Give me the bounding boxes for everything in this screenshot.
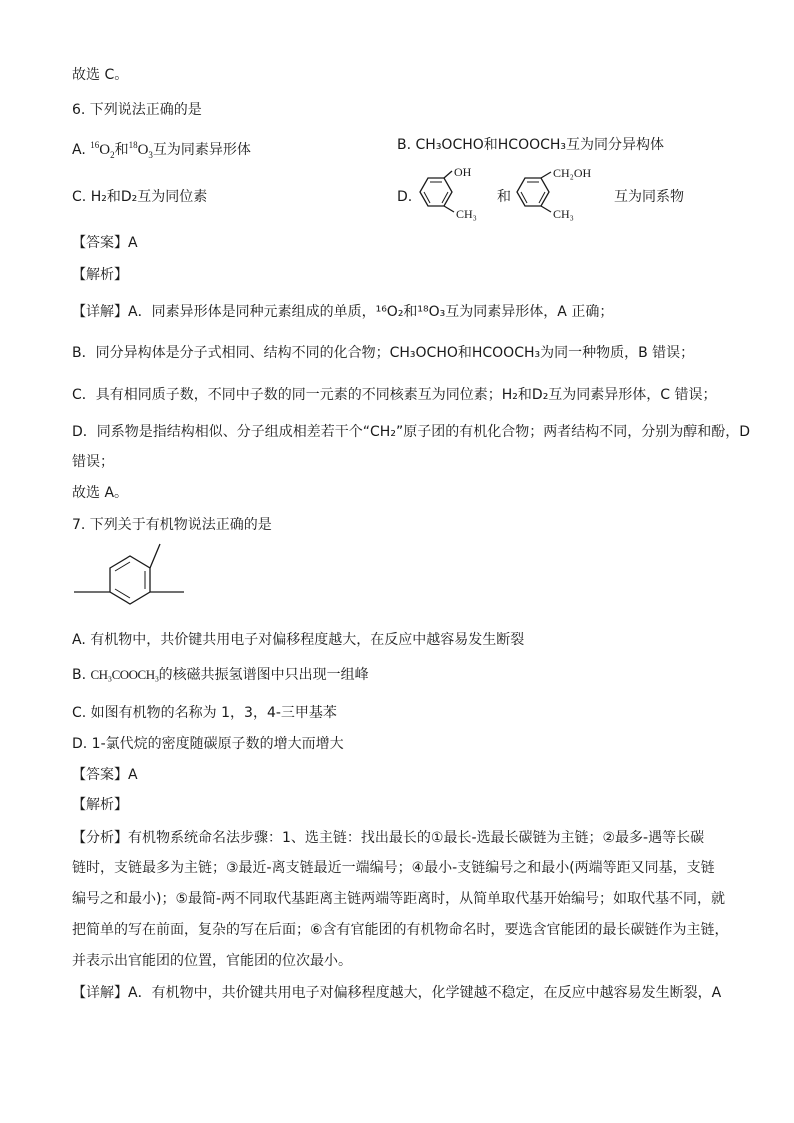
q7-fenxi-line4: 把简单的写在前面，复杂的写在后面；⑥含有官能团的有机物命名时，要选含官能团的最长碳链作为主链， (72, 922, 729, 938)
q6-option-b: B. CH₃OCHO和HCOOCH₃互为同分异构体 (397, 137, 665, 153)
trimethylbenzene-structure (72, 540, 192, 620)
q6-analysis-label: 【解析】 (72, 267, 128, 283)
q7-detail-a: 【详解】A．有机物中，共价键共用电子对偏移程度越大，化学键越不稳定，在反应中越容易发生断裂，A (72, 985, 722, 1001)
q7-option-a: A. 有机物中，共价键共用电子对偏移程度越大，在反应中越容易发生断裂 (72, 632, 525, 648)
q6-detail-a: 【详解】A．同素异形体是同种元素组成的单质，¹⁶O₂和¹⁸O₃互为同素异形体，A 正确； (72, 304, 614, 320)
q6-option-a: A. $^{16}O_2$和$^{18}O_3$互为同素异形体 (72, 140, 251, 160)
q6-option-d-letter: D. (397, 189, 413, 205)
intro-line: 故选 C。 (72, 67, 129, 83)
q7-fenxi-line1: 【分析】有机物系统命名法步骤：1、选主链：找出最长的①最长-选最长碳链为主链；②最多-遇等长碳 (72, 830, 705, 846)
q6-detail-c: C．具有相同质子数，不同中子数的同一元素的不同核素互为同位素；H₂和D₂互为同素异形体，C 错误； (72, 387, 717, 403)
q6-stem: 6. 下列说法正确的是 (72, 102, 202, 118)
q7-option-b: B. CH₃COOCH₃的核磁共振氢谱图中只出现一组峰 (72, 667, 369, 683)
q7-stem: 7. 下列关于有机物说法正确的是 (72, 517, 272, 533)
q7-option-d: D. 1-氯代烷的密度随碳原子数的增大而增大 (72, 736, 344, 752)
q6-option-d-and: 和 (497, 189, 511, 205)
q6-detail-d-line1: D．同系物是指结构相似、分子组成相差若干个“CH₂”原子团的有机化合物；两者结构不同，分别为醇和酚，D (72, 424, 750, 440)
ch2oh-label: CH₂OH (553, 166, 592, 180)
q7-answer: 【答案】A (72, 767, 138, 783)
q6-option-c: C. H₂和D₂互为同位素 (72, 189, 208, 205)
ch3-label: CH₃ (456, 207, 477, 221)
q6-detail-d-line2: 错误； (72, 454, 114, 470)
ch3-label-2: CH₃ (553, 207, 574, 221)
o-cresol-structure (410, 165, 500, 224)
q7-analysis-label: 【解析】 (72, 797, 128, 813)
q6-answer: 【答案】A (72, 235, 138, 251)
q6-detail-b: B．同分异构体是分子式相同、结构不同的化合物；CH₃OCHO和HCOOCH₃为同一种物质，B 错误； (72, 345, 695, 361)
q6-option-d-tail: 互为同系物 (614, 189, 684, 205)
q7-fenxi-line5: 并表示出官能团的位置，官能团的位次最小。 (72, 953, 352, 969)
oh-label: OH (454, 165, 472, 179)
methylbenzyl-alcohol-structure (507, 168, 617, 224)
q7-option-c: C. 如图有机物的名称为 1，3，4-三甲基苯 (72, 705, 337, 721)
q6-conclusion: 故选 A。 (72, 485, 129, 501)
q7-fenxi-line2: 链时，支链最多为主链；③最近-离支链最近一端编号；④最小-支链编号之和最小(两端等距又同基，支链 (72, 860, 715, 876)
q7-fenxi-line3: 编号之和最小)；⑤最简-两不同取代基距离主链两端等距离时，从简单取代基开始编号；如取代基不同，就 (72, 891, 726, 907)
